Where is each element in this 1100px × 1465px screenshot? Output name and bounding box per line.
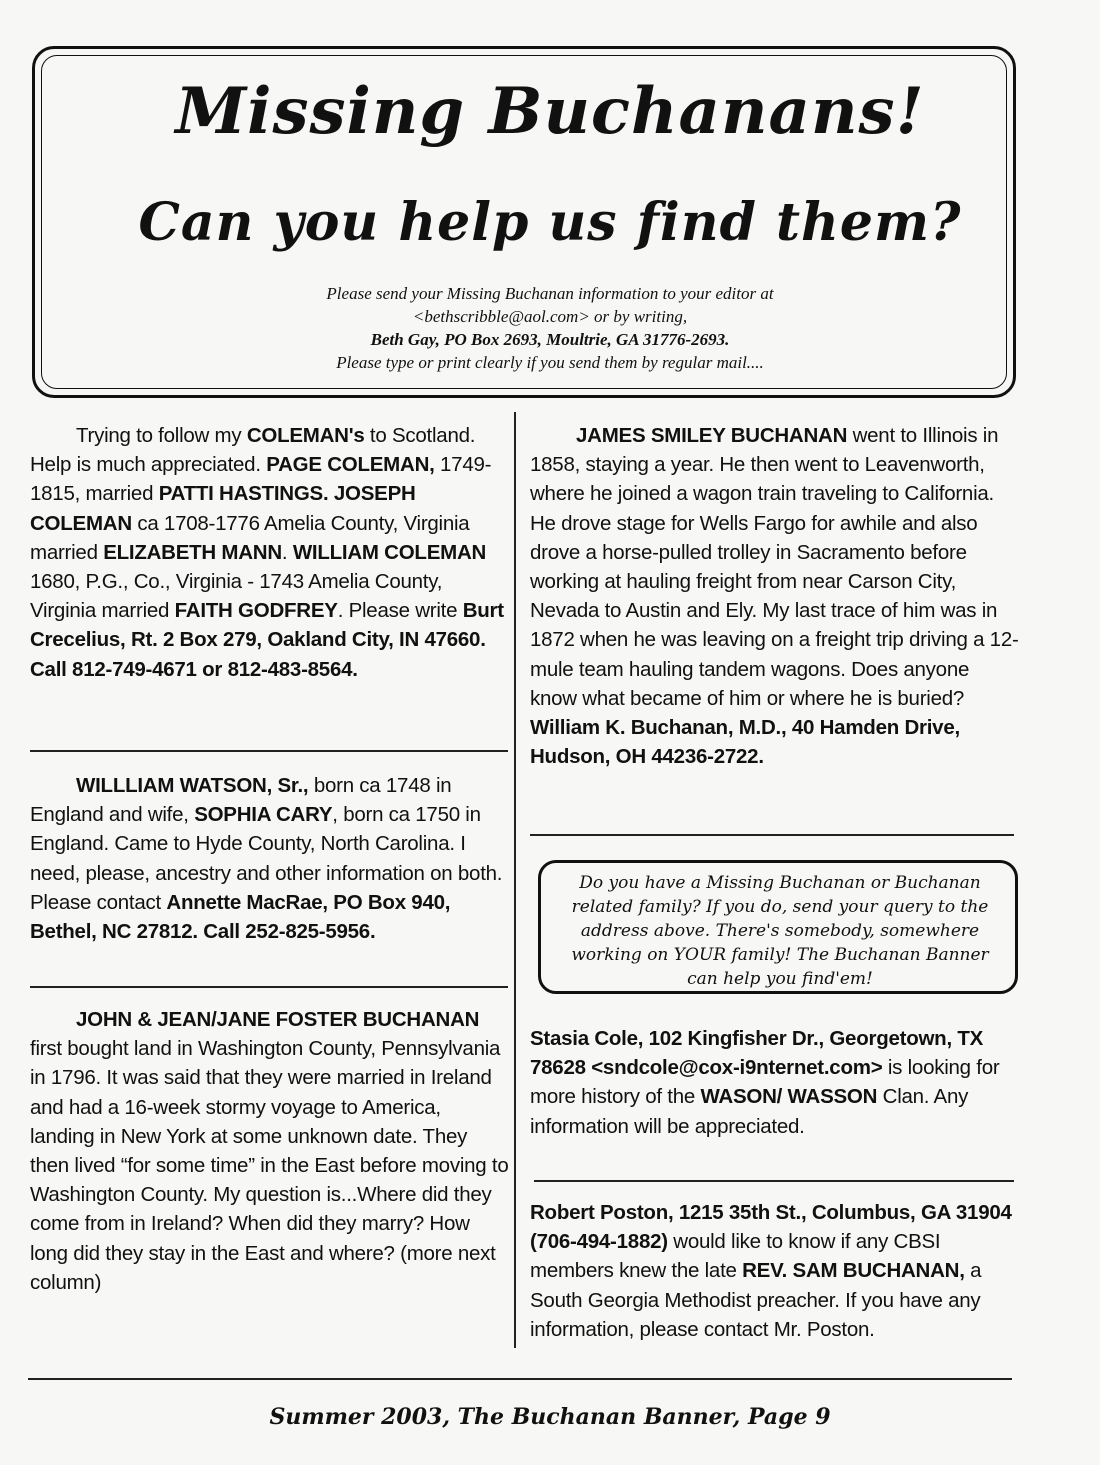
text: . (281, 540, 293, 564)
query-poston (530, 1198, 1020, 1344)
query-watson (30, 771, 510, 946)
name-bold: COLEMAN's (246, 424, 365, 447)
query-james-smiley (530, 421, 1020, 771)
submission-instructions (0, 282, 1100, 374)
column-divider (514, 412, 516, 1348)
text: 1749-1815, married (30, 453, 492, 506)
callout-box (538, 860, 1018, 994)
name-bold: WILLIAM COLEMAN (292, 540, 487, 564)
contact-bold: Annette MacRae, PO Box 940, Bethel, NC 27812. Call 252-825-5956. (30, 890, 451, 944)
left-column-2 (30, 771, 510, 946)
name-bold: ELIZABETH MANN (103, 540, 282, 564)
text: Clan. Any information will be appreciated. (530, 1085, 969, 1138)
text: . Please write (337, 599, 463, 623)
text: ca 1708-1776 Amelia County, Virginia married (30, 511, 470, 564)
instructions-line-4: Please type or print clearly if you send them by regular mail.... (336, 353, 764, 372)
editor-address: Beth Gay, PO Box 2693, Moultrie, GA 31776-2693. (370, 330, 730, 349)
page-subtitle: Can you help us find them? (138, 192, 962, 253)
left-column (30, 421, 510, 684)
name-bold: REV. SAM BUCHANAN, (742, 1259, 965, 1283)
name-bold: SOPHIA CARY (194, 803, 333, 827)
text: , born ca 1750 in England. Came to Hyde County, North Carolina. I need, please, ancestry and other information on both. Please contact (30, 803, 503, 914)
query-coleman (30, 421, 510, 684)
page-footer: Summer 2003, The Buchanan Banner, Page 9 (269, 1404, 831, 1430)
text: Trying to follow my (76, 424, 247, 447)
divider-rule (534, 1180, 1014, 1182)
contact-bold: Burt Crecelius, Rt. 2 Box 279, Oakland City, IN 47660. Call 812-749-4671 or 812-483-8564. (30, 599, 504, 681)
page-title: Missing Buchanans! (175, 74, 925, 149)
name-bold: WILLLIAM WATSON, Sr., (76, 774, 309, 797)
name-bold: PATTI HASTINGS. JOSEPH COLEMAN (30, 482, 416, 535)
query-wason (530, 1024, 1020, 1141)
left-column-3 (30, 1005, 510, 1297)
text: first bought land in Washington County, Pennsylvania in 1796. It was said that they were married in Ireland and had a 16-week stormy voyage to America, landing in New York at some unknown date. They then lived “for some time” in the East before moving to Washington County. My question is...Where did they come from in Ireland? When did they marry? How long did they stay in the East and where? (more next column) (30, 1037, 509, 1294)
text: would like to know if any CBSI members knew the late (530, 1230, 941, 1283)
divider-rule (30, 986, 508, 988)
text: 1680, P.G., Co., Virginia - 1743 Amelia County, Virginia married (30, 570, 443, 623)
name-bold: JOHN & JEAN/JANE FOSTER BUCHANAN (76, 1008, 480, 1031)
text: to Scotland. Help is much appreciated. (30, 424, 476, 477)
callout-text: Do you have a Missing Buchanan or Buchanan related family? If you do, send your query to the address above. There's somebody, somewhere working on YOUR family! The Buchanan Banner can help you find'em! (571, 873, 989, 989)
text: is looking for more history of the (530, 1056, 1000, 1109)
contact-bold: Robert Poston, 1215 35th St., Columbus, GA 31904 (706-494-1882) (530, 1201, 1012, 1254)
name-bold: FAITH GODFREY (174, 599, 338, 623)
divider-rule (530, 834, 1014, 836)
text: born ca 1748 in England and wife, (30, 774, 452, 827)
query-foster (30, 1005, 510, 1297)
name-bold: WASON/ WASSON (700, 1085, 878, 1109)
right-column-3 (530, 1198, 1020, 1344)
instructions-line-2: <bethscribble@aol.com> or by writing, (412, 307, 688, 326)
text: a South Georgia Methodist preacher. If you have any information, please contact Mr. Poston. (530, 1259, 982, 1341)
contact-bold: William K. Buchanan, M.D., 40 Hamden Drive, Hudson, OH 44236-2722. (530, 716, 960, 769)
right-column (530, 421, 1020, 771)
name-bold: JAMES SMILEY BUCHANAN (576, 424, 848, 447)
footer-rule (28, 1378, 1012, 1380)
contact-bold: Stasia Cole, 102 Kingfisher Dr., Georgetown, TX 78628 <sndcole@cox-i9nternet.com> (530, 1027, 984, 1080)
instructions-line-1: Please send your Missing Buchanan information to your editor at (326, 284, 774, 303)
divider-rule (30, 750, 508, 752)
text: went to Illinois in 1858, staying a year. He then went to Leavenworth, where he joined a wagon train traveling to California. He drove stage for Wells Fargo for awhile and also drove a horse-pulled trolley in Sacramento before working at hauling freight from near Carson City, Nevada to Austin and Ely. My last trace of him was in 1872 when he was leaving on a freight trip driving a 12-mule team hauling tandem wagons. Does anyone know what became of him or where he is buried? (530, 424, 1019, 710)
right-column-2 (530, 1024, 1020, 1141)
name-bold: PAGE COLEMAN, (266, 453, 435, 477)
